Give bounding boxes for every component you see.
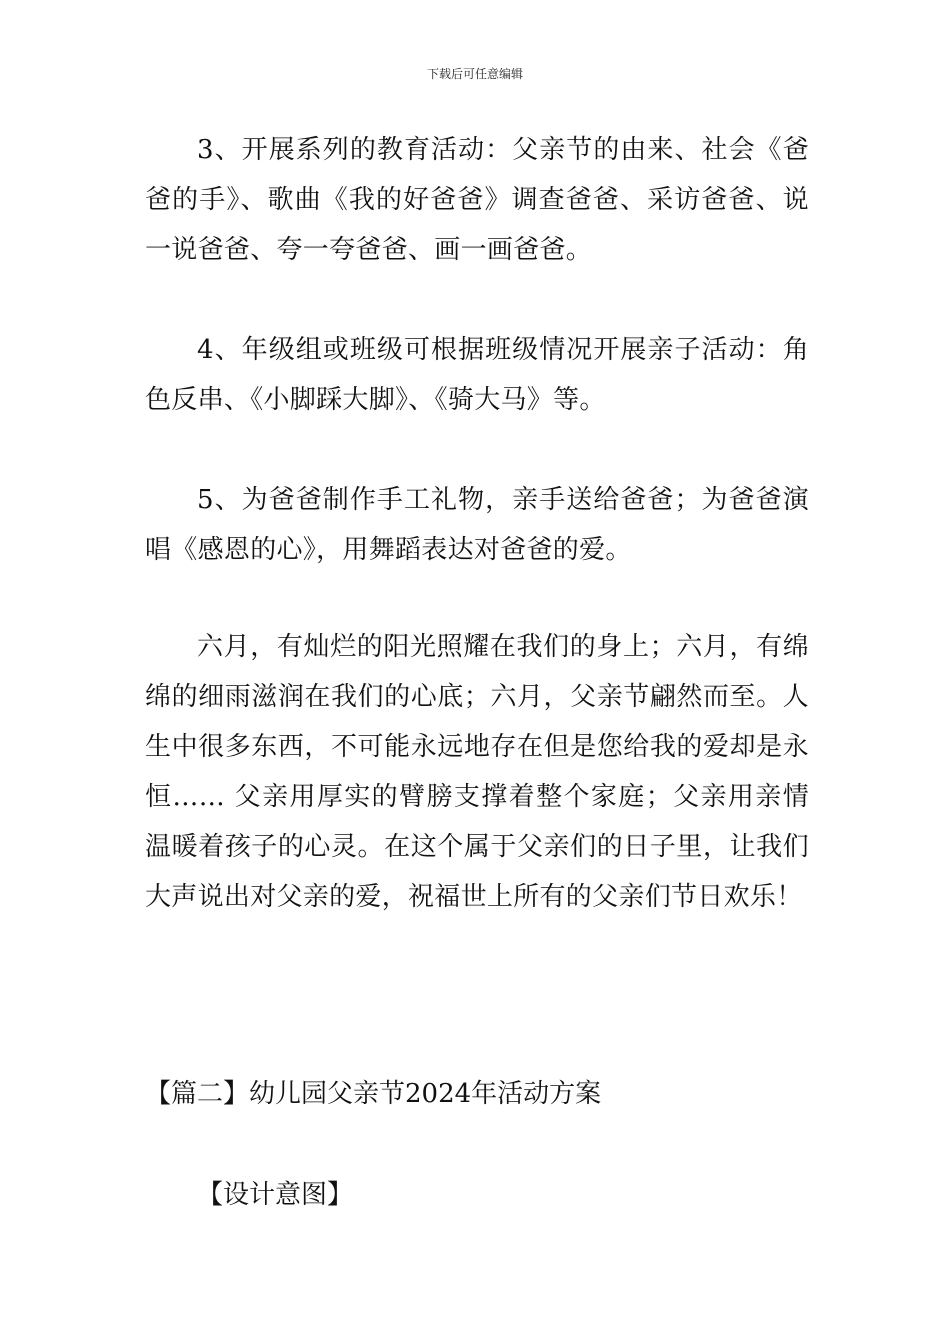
paragraph-item-5: 5、为爸爸制作手工礼物，亲手送给爸爸；为爸爸演唱《感恩的心》，用舞蹈表达对爸爸的爱。 [145,485,809,565]
section-heading: 【篇二】幼儿园父亲节2024年活动方案 [145,1079,602,1109]
paragraph-item-4: 4、年级组或班级可根据班级情况开展亲子活动：角色反串、《小脚踩大脚》、《骑大马》等。 [145,335,809,415]
page-header: 下载后可任意编辑 [426,67,523,81]
design-intent-heading: 【设计意图】 [197,1180,354,1210]
paragraph-closing: 六月，有灿烂的阳光照耀在我们的身上；六月，有绵绵的细雨滋润在我们的心底；六月，父亲节翩然而至。人生中很多东西，不可能永远地存在但是您给我的爱却是永恒…… 父亲用厚实的臂膀支撑着整个家庭；父亲用亲情温暖着孩子的心灵。在这个属于父亲们的日子里，让我们大声说出对父亲的爱，祝福世上所有的父亲们节日欢乐！ [145,632,809,912]
paragraph-item-3: 3、开展系列的教育活动：父亲节的由来、社会《爸爸的手》、歌曲《我的好爸爸》调查爸爸、采访爸爸、说一说爸爸、夸一夸爸爸、画一画爸爸。 [145,135,809,265]
